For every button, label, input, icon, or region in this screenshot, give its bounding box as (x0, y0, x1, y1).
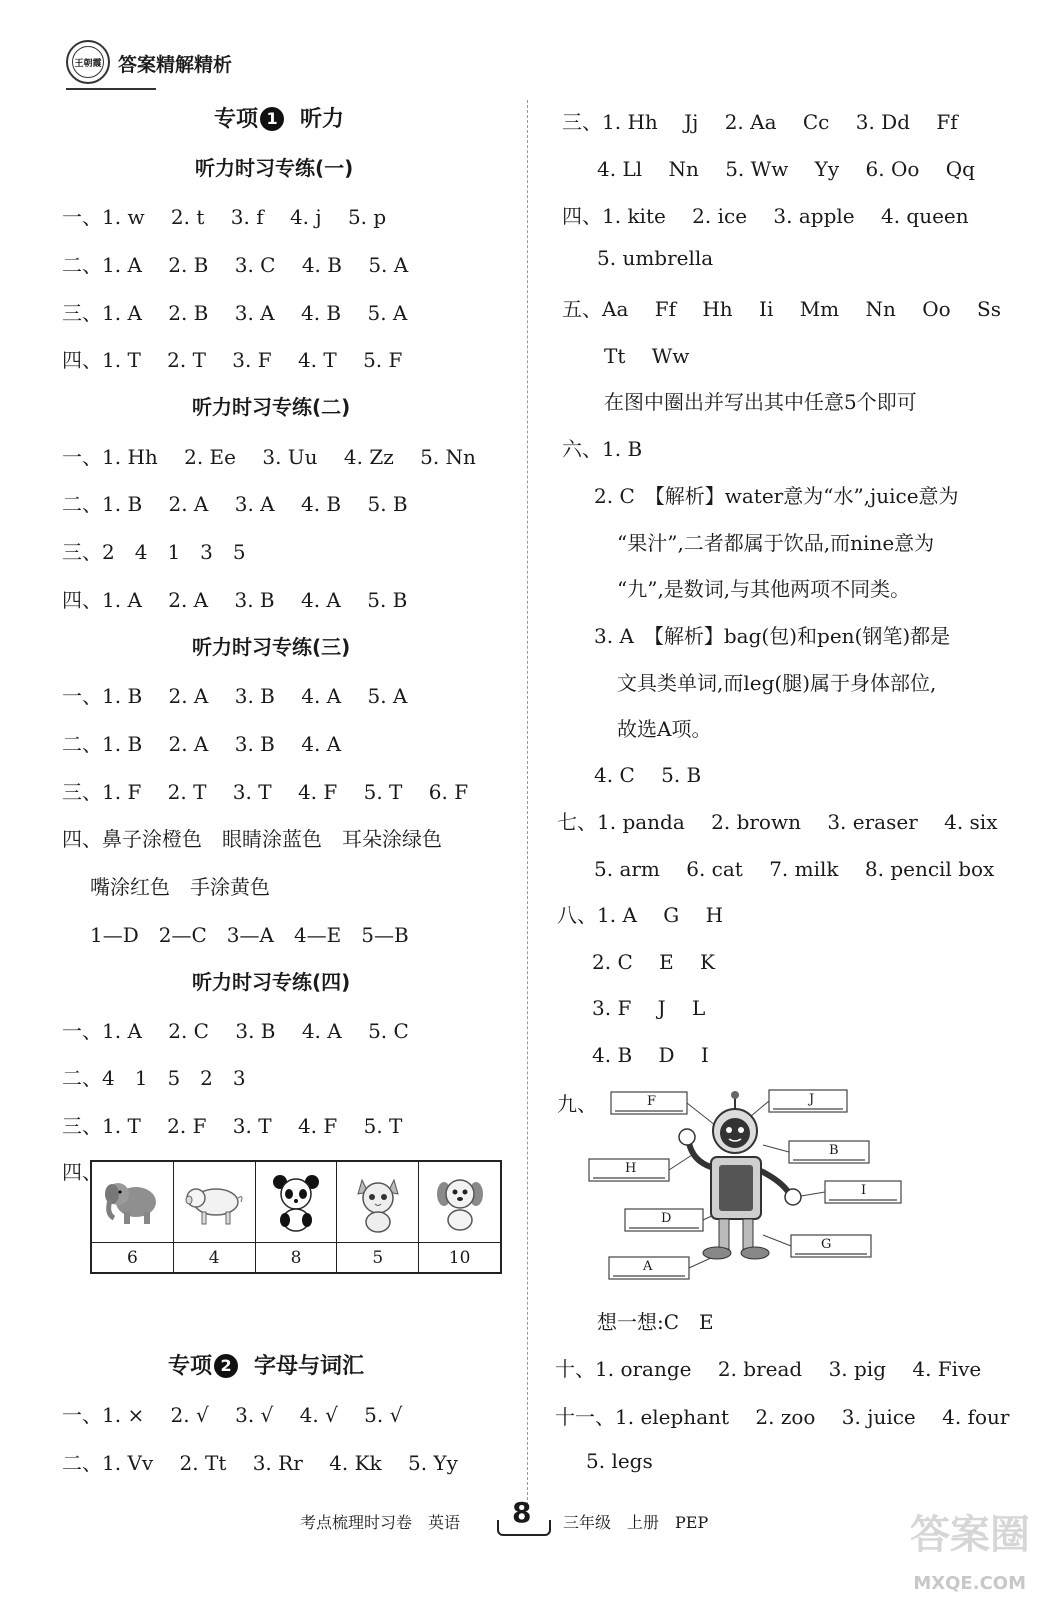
robot-label-i: I (861, 1183, 867, 1198)
animal-count-table (90, 1160, 502, 1274)
cat-icon (348, 1170, 408, 1234)
answer-line: 十、1. orange 2. bread 3. pig 4. Five (555, 1357, 982, 1381)
answer-line: 八、1. A G H (557, 903, 724, 927)
explanation-line: 文具类单词,而leg(腿)属于身体部位, (617, 671, 937, 695)
animal-number: 4 (208, 1247, 220, 1268)
animal-cell (174, 1162, 256, 1272)
answer-line: 一、1. B 2. A 3. B 4. A 5. A (62, 684, 408, 708)
question-label: 四、 (62, 1160, 102, 1184)
watermark-url: MXQE.COM (913, 1573, 1026, 1594)
answer-line: 七、1. panda 2. brown 3. eraser 4. six (557, 810, 998, 834)
watermark-logo: 答案圈 (910, 1512, 1030, 1558)
answer-line: 5. legs (586, 1449, 653, 1473)
answer-line: 三、1. A 2. B 3. A 4. B 5. A (62, 301, 408, 325)
robot-label-d: D (661, 1211, 672, 1226)
answer-line: 三、2 4 1 3 5 (62, 540, 246, 564)
answer-line: 二、1. Vv 2. Tt 3. Rr 4. Kk 5. Yy (62, 1451, 458, 1475)
answer-line: 一、1. Hh 2. Ee 3. Uu 4. Zz 5. Nn (62, 445, 476, 469)
answer-line: 五、Aa Ff Hh Ii Mm Nn Oo Ss (562, 297, 1001, 321)
answer-line: 四、1. kite 2. ice 3. apple 4. queen (562, 204, 969, 228)
publisher-logo (66, 40, 110, 84)
answer-line: 二、1. A 2. B 3. C 4. B 5. A (62, 253, 409, 277)
section-number-badge: 2 (214, 1354, 238, 1378)
answer-line: 六、1. B (562, 437, 643, 461)
robot-label-f: F (647, 1094, 657, 1109)
answer-line: 二、1. B 2. A 3. B 4. A (62, 732, 342, 756)
animal-cell (337, 1162, 419, 1272)
robot-label-h: H (625, 1161, 637, 1176)
header-title: 答案精解精析 (118, 54, 233, 76)
answer-line: 一、1. w 2. t 3. f 4. j 5. p (62, 205, 387, 229)
animal-number: 8 (290, 1247, 302, 1268)
animal-number: 5 (372, 1247, 384, 1268)
answer-line: 一、1. × 2. √ 3. √ 4. √ 5. √ (62, 1403, 403, 1427)
think-answer: 想一想:C E (597, 1310, 714, 1334)
question-label: 九、 (557, 1092, 597, 1116)
answer-line: 四、1. T 2. T 3. F 4. T 5. F (62, 348, 403, 372)
animal-number: 10 (448, 1247, 471, 1268)
animal-cell (419, 1162, 500, 1272)
section-2-title: 专项 2 字母与词汇 (168, 1354, 365, 1379)
answer-line: 十一、1. elephant 2. zoo 3. juice 4. four (555, 1405, 1010, 1429)
robot-illustration (585, 1085, 905, 1285)
logo-text: 王朝霞 (72, 46, 104, 78)
animal-cell (256, 1162, 338, 1272)
explanation-line: “果汁”,二者都属于饮品,而nine意为 (617, 531, 935, 555)
robot-diagram (585, 1085, 905, 1285)
explanation-line: 故选A项。 (617, 717, 712, 741)
answer-line: 四、鼻子涂橙色 眼睛涂蓝色 耳朵涂绿色 (62, 827, 442, 851)
answer-line: 4. Ll Nn 5. Ww Yy 6. Oo Qq (597, 157, 975, 181)
explanation-line: 2. C 【解析】water意为“水”,juice意为 (594, 484, 959, 508)
answer-line: 二、4 1 5 2 3 (62, 1066, 246, 1090)
answer-line: 1—D 2—C 3—A 4—E 5—B (90, 923, 409, 947)
robot-label-g: G (821, 1237, 832, 1252)
answer-line: 嘴涂红色 手涂黄色 (90, 875, 270, 899)
subsection-title: 听力时习专练(三) (192, 635, 351, 659)
answer-line: 4. B D I (592, 1043, 709, 1067)
column-divider (527, 100, 528, 1505)
note-line: 在图中圈出并写出其中任意5个即可 (604, 390, 917, 414)
dog-icon (430, 1170, 490, 1234)
header-underline (66, 88, 156, 90)
animal-cell (92, 1162, 174, 1272)
explanation-line: 3. A 【解析】bag(包)和pen(钢笔)都是 (594, 624, 951, 648)
robot-label-b: B (829, 1143, 839, 1158)
panda-icon (266, 1170, 326, 1234)
subsection-title: 听力时习专练(一) (195, 156, 354, 180)
subsection-title: 听力时习专练(四) (192, 970, 351, 994)
answer-line: 二、1. B 2. A 3. A 4. B 5. B (62, 492, 408, 516)
answer-line: 2. C E K (592, 950, 715, 974)
answer-line: 三、1. T 2. F 3. T 4. F 5. T (62, 1114, 403, 1138)
page-number: 8 (512, 1496, 532, 1529)
footer-left: 考点梳理时习卷 英语 (300, 1513, 461, 1532)
answer-line: 一、1. A 2. C 3. B 4. A 5. C (62, 1019, 409, 1043)
section-number-badge: 1 (260, 107, 284, 131)
explanation-line: “九”,是数词,与其他两项不同类。 (617, 577, 911, 601)
answer-line: Tt Ww (604, 344, 690, 368)
answer-line: 4. C 5. B (594, 763, 702, 787)
robot-label-j: J (809, 1092, 815, 1107)
answer-line: 5. umbrella (597, 246, 714, 270)
answer-line: 三、1. F 2. T 3. T 4. F 5. T 6. F (62, 780, 469, 804)
answer-line: 5. arm 6. cat 7. milk 8. pencil box (594, 857, 995, 881)
robot-label-a: A (643, 1259, 653, 1274)
pig-icon (182, 1172, 246, 1232)
subsection-title: 听力时习专练(二) (192, 395, 351, 419)
elephant-icon (100, 1172, 164, 1232)
animal-number: 6 (126, 1247, 138, 1268)
answer-line: 四、1. A 2. A 3. B 4. A 5. B (62, 588, 408, 612)
answer-line: 三、1. Hh Jj 2. Aa Cc 3. Dd Ff (562, 110, 958, 134)
section-1-title: 专项 1 听力 (214, 107, 345, 132)
answer-line: 3. F J L (592, 996, 706, 1020)
footer-right: 三年级 上册 PEP (563, 1513, 709, 1532)
